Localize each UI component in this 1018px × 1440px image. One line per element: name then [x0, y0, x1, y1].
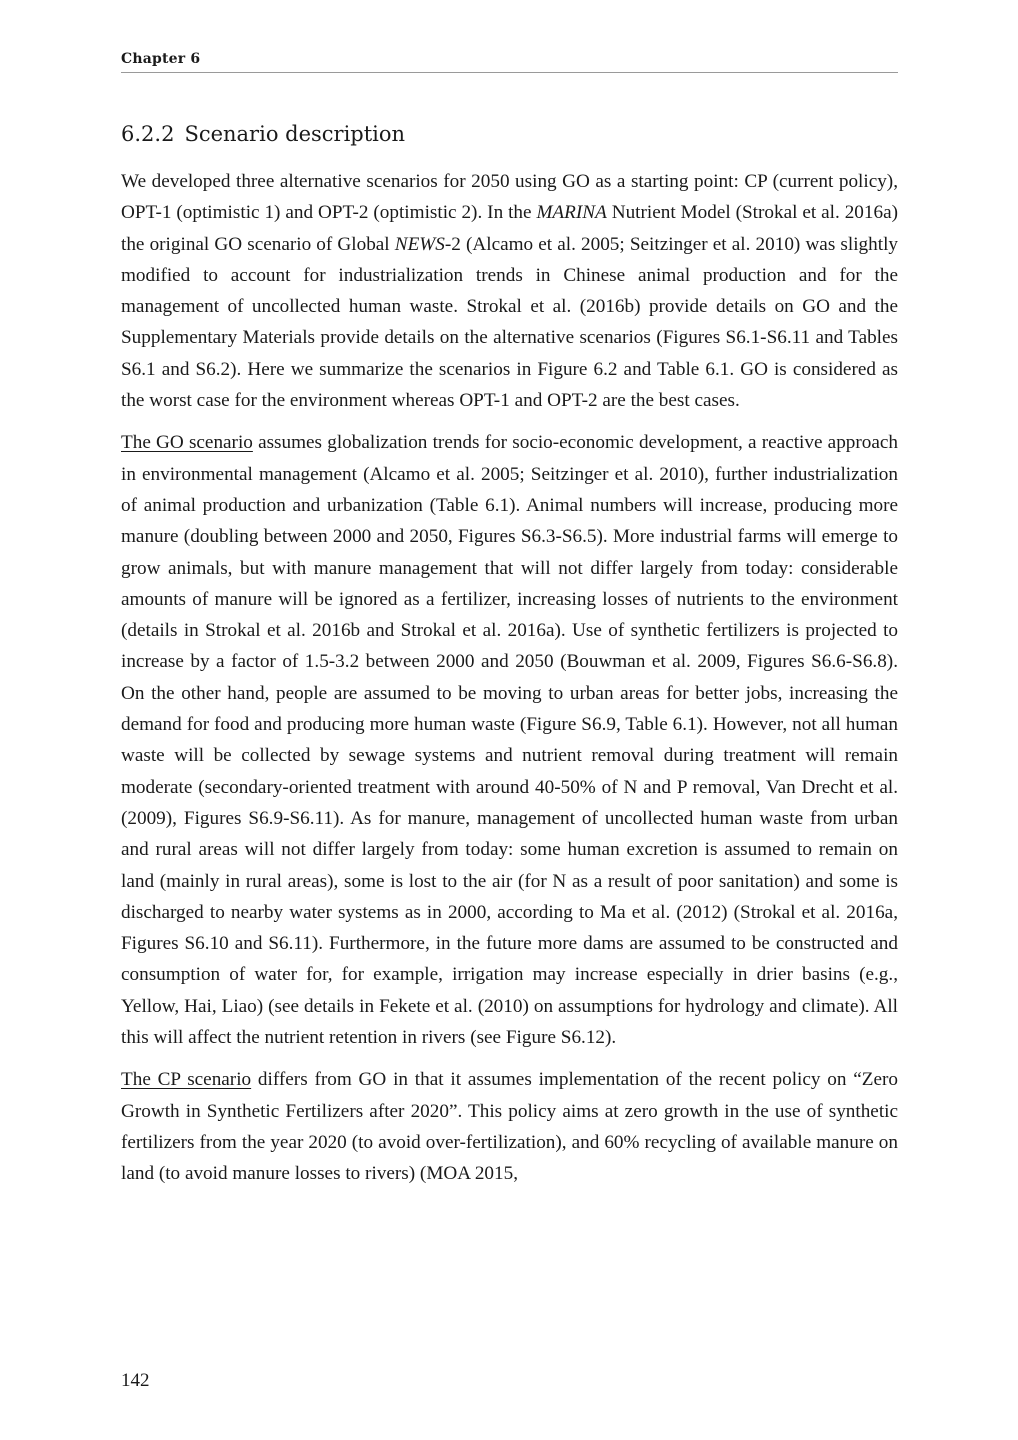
section-number: 6.2.2 [121, 122, 175, 146]
text-run: assumes globalization trends for socio-economic development, a reactive approach in environmental management (Alcamo et al. 2005; Seitzinger et al. 2010), further industrialization of animal production and urbanization (Table 6.1). Animal numbers will increase, producing more manure (doubling between 2000 and 2050, Figures S6.3-S6.5). More industrial farms will emerge to grow animals, but with manure management that will not differ largely from today: considerable amounts of manure will be ignored as a fertilizer, increasing losses of nutrients to the environment (details in Strokal et al. 2016b and Strokal et al. 2016a). Use of synthetic fertilizers is projected to increase by a factor of 1.5-3.2 between 2000 and 2050 (Bouwman et al. 2009, Figures S6.6-S6.8). On the other hand, people are assumed to be moving to urban areas for better jobs, increasing the demand for food and producing more human waste (Figure S6.9, Table 6.1). However, not all human waste will be collected by sewage systems and nutrient removal during treatment will remain moderate (secondary-oriented treatment with around 40-50% of N and P removal, Van Drecht et al. (2009), Figures S6.9-S6.11). As for manure, management of uncollected human waste from urban and rural areas will not differ largely from today: some human excretion is assumed to remain on land (mainly in rural areas), some is lost to the air (for N as a result of poor sanitation) and some is discharged to nearby water systems as in 2000, according to Ma et al. (2012) (Strokal et al. 2016a, Figures S6.10 and S6.11). Furthermore, in the future more dams are assumed to be constructed and consumption of water for, for example, irrigation may increase especially in drier basins (e.g., Yellow, Hai, Liao) (see details in Fekete et al. (2010) on assumptions for hydrology and climate). All this will affect the nutrient retention in rivers (see Figure S6.12). [121, 432, 898, 1049]
italic-term-news: NEWS [394, 233, 445, 255]
section-heading [121, 122, 405, 146]
underlined-term-go-scenario: The GO scenario [121, 432, 253, 454]
text-run: Nutrient Model (Strokal et al. 2016a) the original GO scenario of Global [121, 202, 898, 255]
section-title: Scenario description [184, 122, 406, 146]
italic-term-marina: MARINA [536, 202, 607, 224]
running-header [121, 48, 898, 73]
underlined-term-cp-scenario: The CP scenario [121, 1069, 252, 1091]
paragraph-go-scenario [121, 427, 898, 1053]
chapter-label: Chapter 6 [121, 51, 201, 67]
text-run: -2 (Alcamo et al. 2005; Seitzinger et al. 2010) was slightly modified to account for industrialization trends in Chinese animal production and for the management of uncollected human waste. Strokal et al. (2016b) provide details on GO and the Supplementary Materials provide details on the alternative scenarios (Figures S6.1-S6.11 and Tables S6.1 and S6.2). Here we summarize the scenarios in Figure 6.2 and Table 6.1. GO is considered as the worst case for the environment whereas OPT-1 and OPT-2 are the best cases. [121, 233, 898, 412]
page-number: 142 [121, 1370, 150, 1391]
text-run: differs from GO in that it assumes implementation of the recent policy on “Zero Growth in Synthetic Fertilizers after 2020”. This policy aims at zero growth in the use of synthetic fertilizers from the year 2020 (to avoid over-fertilization), and 60% recycling of available manure on land (to avoid manure losses to rivers) (MOA 2015, [121, 1069, 898, 1185]
text-run: We developed three alternative scenarios for 2050 using GO as a starting point: CP (current policy), OPT-1 (optimistic 1) and OPT-2 (optimistic 2). In the [121, 171, 898, 224]
paragraph-cp-scenario [121, 1064, 898, 1189]
body-text [121, 166, 898, 1201]
paragraph-intro [121, 166, 898, 416]
